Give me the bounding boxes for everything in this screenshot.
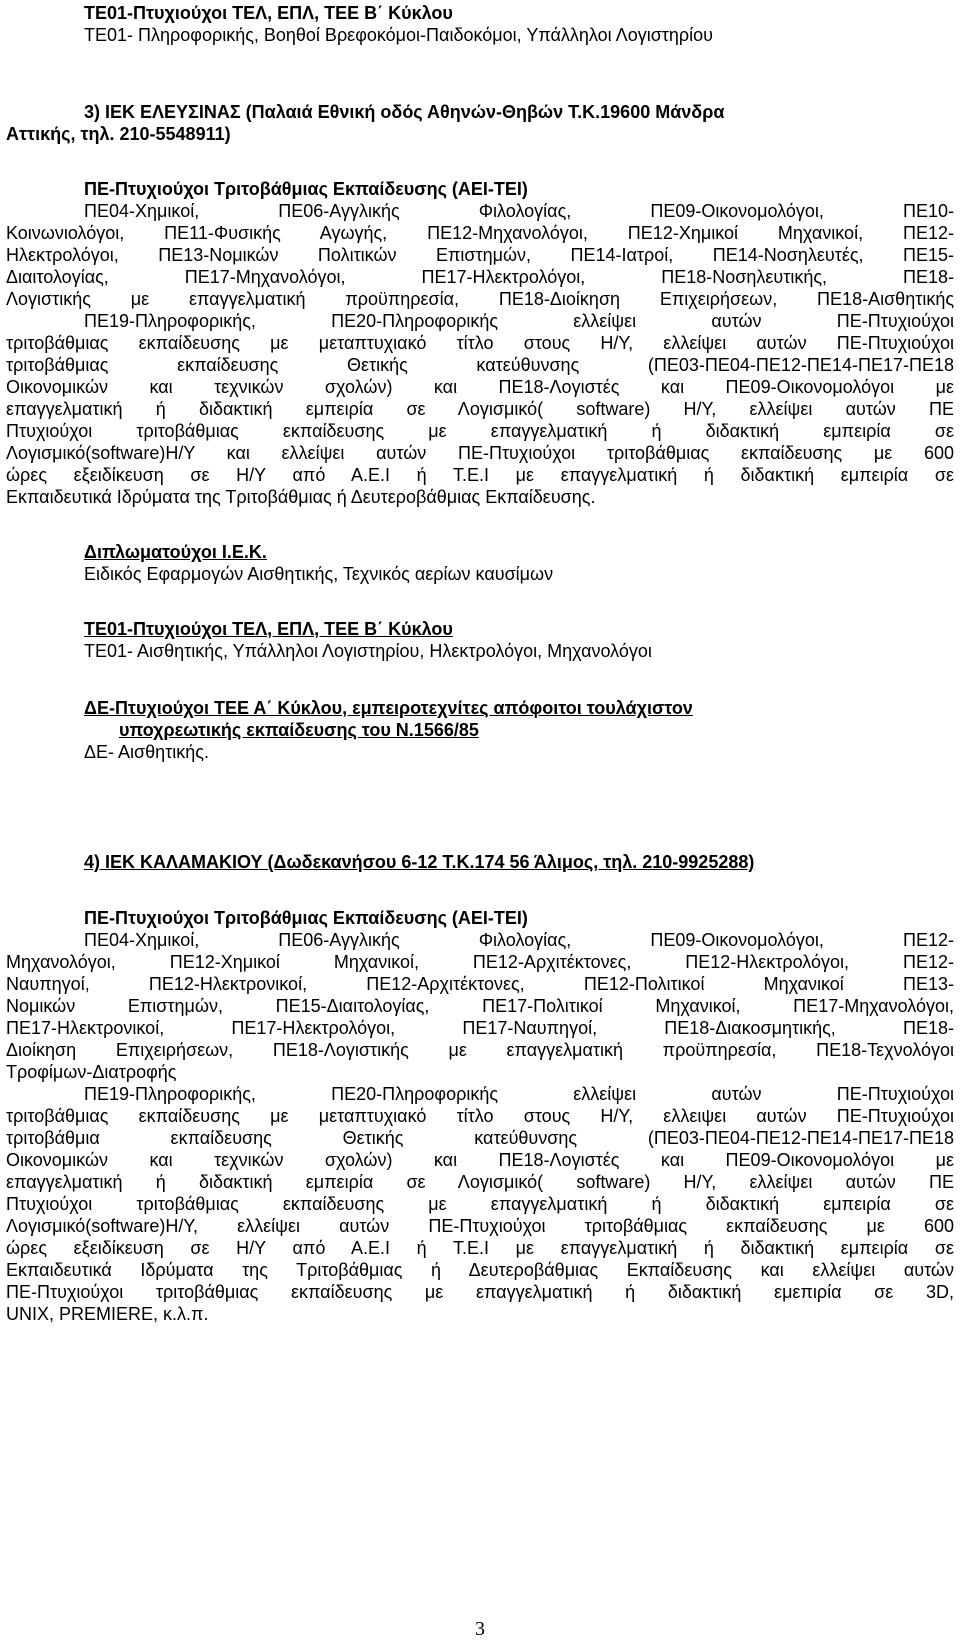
pe-heading-2: ΠΕ-Πτυχιούχοι Τριτοβάθμιας Εκπαίδευσης (ΑΕΙ-ΤΕΙ) (84, 908, 528, 928)
pe-line: Ηλεκτρολόγοι, ΠΕ13-Νομικών Πολιτικών Επιστημών, ΠΕ14-Ιατροί, ΠΕ14-Νοσηλευτές, ΠΕ15- (6, 245, 954, 265)
pe19-line: ώρες εξειδίκευση σε Η/Υ από Α.Ε.Ι ή Τ.Ε.Ι με επαγγελματική ή διδακτική εμπειρία σε (6, 1238, 954, 1258)
pe19-line: Λογισμικό(software)Η/Υ και ελλείψει αυτών ΠΕ-Πτυχιούχοι τριτοβάθμιας εκπαίδευσης με 600 (6, 443, 954, 463)
pe19-line: ΠΕ-Πτυχιούχοι τριτοβάθμιας εκπαίδευσης με επαγγελματική ή διδακτική εμεπιρία σε 3D, (6, 1282, 954, 1302)
pe19-line: τριτοβάθμια εκπαίδευσης Θετικής κατεύθυνσης (ΠΕ03-ΠΕ04-ΠΕ12-ΠΕ14-ΠΕ17-ΠΕ18 (6, 1128, 954, 1148)
pe19-line: τριτοβάθμιας εκπαίδευσης με μεταπτυχιακό τίτλο στους Η/Υ, ελλειψει αυτών ΠΕ-Πτυχιούχοι (6, 1106, 954, 1126)
pe19-line: Εκπαιδευτικά Ιδρύματα της Τριτοβάθμιας ή Δευτεροβάθμιας Εκπαίδευσης και ελλείψει αυτών (6, 1260, 954, 1280)
pe-line: Ναυπηγοί, ΠΕ12-Ηλεκτρονικοί, ΠΕ12-Αρχιτέκτονες, ΠΕ12-Πολιτικοί Μηχανικοί ΠΕ13- (6, 974, 954, 994)
pe19-line-last: Εκπαιδευτικά Ιδρύματα της Τριτοβάθμιας ή Δευτεροβάθμιας Εκπαίδευσης. (6, 487, 596, 507)
pe19-line: Οικονομικών και τεχνικών σχολών) και ΠΕ18-Λογιστές και ΠΕ09-Οικονομολόγοι με (6, 1150, 954, 1170)
iek-elefsinas-heading: 3) ΙΕΚ ΕΛΕΥΣΙΝΑΣ (Παλαιά Εθνική οδός Αθηνών-Θηβών Τ.Κ.19600 Μάνδρα (84, 102, 725, 122)
pe-line: ΠΕ17-Ηλεκτρονικοί, ΠΕ17-Ηλεκτρολόγοι, ΠΕ17-Ναυπηγοί, ΠΕ18-Διακοσμητικής, ΠΕ18- (6, 1018, 954, 1038)
te01-text-2: ΤΕ01- Αισθητικής, Υπάλληλοι Λογιστηρίου, Ηλεκτρολόγοι, Μηχανολόγοι (84, 641, 652, 661)
pe-line-last: Τροφίμων-Διατροφής (6, 1062, 177, 1082)
pe19-line-last: UNIX, PREMIERE, κ.λ.π. (6, 1304, 209, 1324)
pe19-line: Πτυχιούχοι τριτοβάθμιας εκπαίδευσης με επαγγελματική ή διδακτική εμπειρία σε (6, 1194, 954, 1214)
page-number: 3 (475, 1618, 485, 1640)
pe-line: ΠΕ04-Χημικοί, ΠΕ06-Αγγλικής Φιλολογίας, ΠΕ09-Οικονομολόγοι, ΠΕ12- (84, 930, 954, 950)
pe19-line: ώρες εξειδίκευση σε Η/Υ από Α.Ε.Ι ή Τ.Ε.Ι με επαγγελματική ή διδακτική εμπειρία σε (6, 465, 954, 485)
pe19-line: επαγγελματική ή διδακτική εμπειρία σε Λογισμικό( software) Η/Υ, ελλείψει αυτών ΠΕ (6, 1172, 954, 1192)
pe19-line: τριτοβάθμιας εκπαίδευσης με μεταπτυχιακό τίτλο στους Η/Υ, ελλείψει αυτών ΠΕ-Πτυχιούχοι (6, 333, 954, 353)
pe-heading: ΠΕ-Πτυχιούχοι Τριτοβάθμιας Εκπαίδευσης (ΑΕΙ-ΤΕΙ) (84, 179, 528, 199)
iek-elefsinas-heading-cont: Αττικής, τηλ. 210-5548911) (6, 124, 231, 144)
de-text: ΔΕ- Αισθητικής. (84, 742, 209, 762)
pe19-line: ΠΕ19-Πληροφορικής, ΠΕ20-Πληροφορικής ελλείψει αυτών ΠΕ-Πτυχιούχοι (84, 311, 954, 331)
te01-heading: ΤΕ01-Πτυχιούχοι ΤΕΛ, ΕΠΛ, ΤΕΕ Β΄ Κύκλου (84, 3, 453, 23)
pe-line: Διαιτολογίας, ΠΕ17-Μηχανολόγοι, ΠΕ17-Ηλεκτρολόγοι, ΠΕ18-Νοσηλευτικής, ΠΕ18- (6, 267, 954, 287)
pe-line: Κοινωνιολόγοι, ΠΕ11-Φυσικής Αγωγής, ΠΕ12-Μηχανολόγοι, ΠΕ12-Χημικοί Μηχανικοί, ΠΕ12- (6, 223, 954, 243)
pe19-line: ΠΕ19-Πληροφορικής, ΠΕ20-Πληροφορικής ελλείψει αυτών ΠΕ-Πτυχιούχοι (84, 1084, 954, 1104)
pe19-line: Πτυχιούχοι τριτοβάθμιας εκπαίδευσης με επαγγελματική ή διδακτική εμπειρία σε (6, 421, 954, 441)
iek-kalamakiou-heading: 4) ΙΕΚ ΚΑΛΑΜΑΚΙΟΥ (Δωδεκανήσου 6-12 Τ.Κ.174 56 Άλιμος, τηλ. 210-9925288) (84, 852, 755, 872)
pe-line: Νομικών Επιστημών, ΠΕ15-Διαιτολογίας, ΠΕ17-Πολιτικοί Μηχανικοί, ΠΕ17-Μηχανολόγοι, (6, 996, 954, 1016)
pe-line: Διοίκηση Επιχειρήσεων, ΠΕ18-Λογιστικής με επαγγελματική προϋπηρεσία, ΠΕ18-Τεχνολόγοι (6, 1040, 954, 1060)
pe-line: ΠΕ04-Χημικοί, ΠΕ06-Αγγλικής Φιλολογίας, ΠΕ09-Οικονομολόγοι, ΠΕ10- (84, 201, 954, 221)
de-heading-cont: υποχρεωτικής εκπαίδευσης του Ν.1566/85 (119, 720, 479, 740)
te01-heading-2: ΤΕ01-Πτυχιούχοι ΤΕΛ, ΕΠΛ, ΤΕΕ Β΄ Κύκλου (84, 619, 453, 639)
diplomatouxoi-text: Ειδικός Εφαρμογών Αισθητικής, Τεχνικός αερίων καυσίμων (84, 564, 554, 584)
diplomatouxoi-heading: Διπλωματούχοι Ι.Ε.Κ. (84, 542, 267, 562)
pe19-line: τριτοβάθμιας εκπαίδευσης Θετικής κατεύθυνσης (ΠΕ03-ΠΕ04-ΠΕ12-ΠΕ14-ΠΕ17-ΠΕ18 (6, 355, 954, 375)
te01-text: ΤΕ01- Πληροφορικής, Βοηθοί Βρεφοκόμοι-Παιδοκόμοι, Υπάλληλοι Λογιστηρίου (84, 25, 714, 45)
pe19-line: επαγγελματική ή διδακτική εμπειρία σε Λογισμικό( software) Η/Υ, ελλείψει αυτών ΠΕ (6, 399, 954, 419)
pe-line: Μηχανολόγοι, ΠΕ12-Χημικοί Μηχανικοί, ΠΕ12-Αρχιτέκτονες, ΠΕ12-Ηλεκτρολόγοι, ΠΕ12- (6, 952, 954, 972)
pe-line: Λογιστικής με επαγγελματική προϋπηρεσία, ΠΕ18-Διοίκηση Επιχειρήσεων, ΠΕ18-Αισθητικής (6, 289, 954, 309)
pe19-line: Οικονομικών και τεχνικών σχολών) και ΠΕ18-Λογιστές και ΠΕ09-Οικονομολόγοι με (6, 377, 954, 397)
pe19-line: Λογισμικό(software)Η/Υ, ελλείψει αυτών ΠΕ-Πτυχιούχοι τριτοβάθμιας εκπαίδευσης με 600 (6, 1216, 954, 1236)
de-heading: ΔΕ-Πτυχιούχοι ΤΕΕ Α΄ Κύκλου, εμπειροτεχνίτες απόφοιτοι τουλάχιστον (84, 698, 693, 718)
